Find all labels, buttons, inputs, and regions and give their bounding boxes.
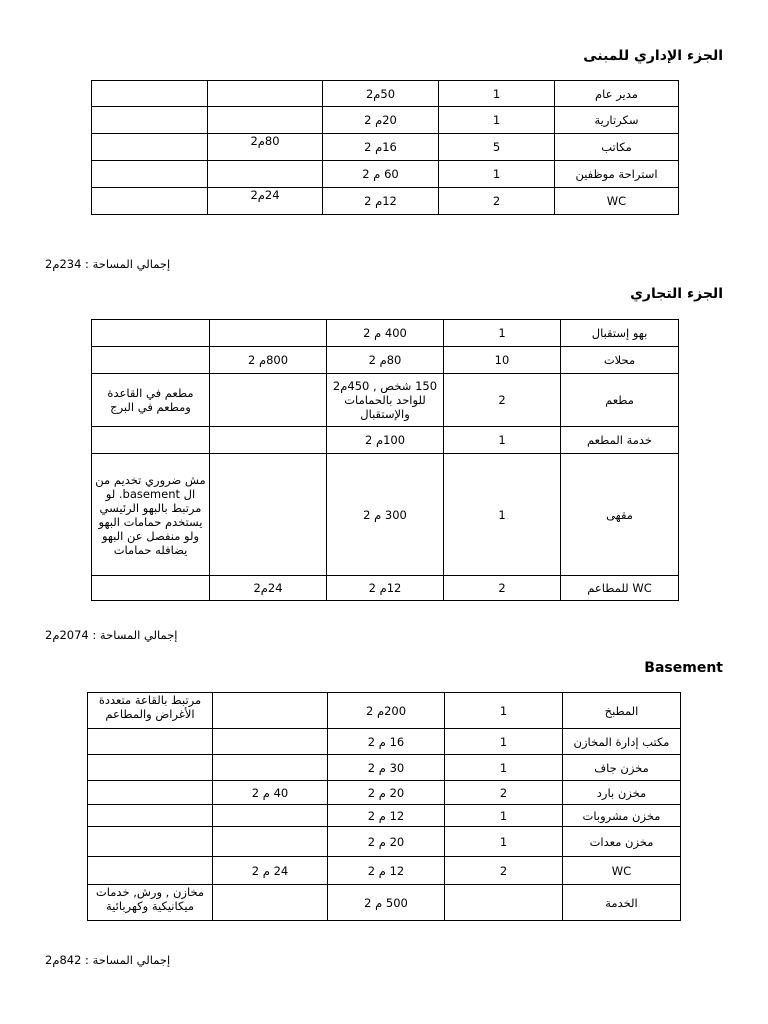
cell-name: محلات	[561, 347, 679, 374]
cell-area: 20م 2	[323, 107, 439, 134]
cell-note	[92, 81, 208, 107]
cell-area: 400 م 2	[327, 320, 444, 347]
cell-count: 1	[444, 320, 561, 347]
cell-total	[213, 805, 328, 827]
cell-note	[92, 576, 210, 601]
cell-total	[213, 827, 328, 857]
cell-name: WC للمطاعم	[561, 576, 679, 601]
cell-note	[92, 161, 208, 188]
cell-total	[210, 427, 327, 454]
admin-table	[91, 80, 679, 215]
cell-count: 10	[444, 347, 561, 374]
admin-total-area: إجمالي المساحة : 234م2	[45, 257, 171, 271]
cell-note	[92, 347, 210, 374]
cell-name: WC	[555, 188, 679, 215]
cell-note: مخازن , ورش, خدمات ميكانيكية وكهربائية	[88, 885, 213, 921]
cell-area: 16م 2	[323, 134, 439, 161]
cell-total	[213, 755, 328, 781]
cell-total	[213, 729, 328, 755]
cell-area: 20 م 2	[328, 827, 445, 857]
cell-count	[445, 885, 563, 921]
cell-area: 500 م 2	[328, 885, 445, 921]
table-row	[88, 857, 681, 885]
table-row	[88, 885, 681, 921]
cell-name: مدير عام	[555, 81, 679, 107]
cell-total	[213, 885, 328, 921]
basement-table	[87, 692, 681, 921]
table-row	[92, 320, 679, 347]
cell-note	[92, 427, 210, 454]
cell-total	[213, 693, 328, 729]
table-row	[88, 805, 681, 827]
cell-count: 1	[445, 755, 563, 781]
cell-area: 80م 2	[327, 347, 444, 374]
cell-note: مطعم في القاعدة ومطعم في البرج	[92, 374, 210, 427]
table-row	[88, 827, 681, 857]
cell-name: مخزن معدات	[563, 827, 681, 857]
cell-name: مخزن جاف	[563, 755, 681, 781]
cell-count: 1	[445, 693, 563, 729]
cell-count: 2	[445, 857, 563, 885]
cell-area: 12م 2	[327, 576, 444, 601]
cell-name: خدمة المطعم	[561, 427, 679, 454]
cell-total	[208, 161, 323, 188]
cell-total: 80م2	[208, 134, 323, 161]
commercial-table	[91, 319, 679, 601]
cell-name: مقهى	[561, 454, 679, 576]
table-row	[92, 347, 679, 374]
table-row	[92, 81, 679, 107]
cell-total	[210, 454, 327, 576]
cell-count: 2	[444, 576, 561, 601]
cell-count: 1	[444, 427, 561, 454]
cell-area: 12م 2	[323, 188, 439, 215]
cell-total: 24م2	[210, 576, 327, 601]
table-row	[88, 693, 681, 729]
table-row	[92, 134, 679, 161]
commercial-total-area: إجمالي المساحة : 2074م2	[45, 628, 178, 642]
cell-area: 200م 2	[328, 693, 445, 729]
cell-count: 2	[444, 374, 561, 427]
cell-area: 60 م 2	[323, 161, 439, 188]
cell-note	[88, 857, 213, 885]
cell-count: 1	[439, 107, 555, 134]
cell-note	[88, 781, 213, 805]
cell-count: 1	[439, 81, 555, 107]
cell-area: 12 م 2	[328, 857, 445, 885]
table-row	[92, 576, 679, 601]
table-row	[92, 427, 679, 454]
cell-count: 1	[445, 827, 563, 857]
cell-count: 1	[445, 805, 563, 827]
cell-name: مخزن بارد	[563, 781, 681, 805]
cell-total	[210, 320, 327, 347]
cell-total	[208, 81, 323, 107]
cell-note	[92, 107, 208, 134]
cell-name: مطعم	[561, 374, 679, 427]
table-row	[92, 161, 679, 188]
cell-area: 16 م 2	[328, 729, 445, 755]
cell-note	[88, 827, 213, 857]
cell-count: 1	[439, 161, 555, 188]
admin-section-title: الجزء الإداري للمبنى	[583, 48, 723, 64]
cell-total: 24م2	[208, 188, 323, 215]
cell-count: 2	[439, 188, 555, 215]
table-row	[88, 729, 681, 755]
cell-name: سكرتارية	[555, 107, 679, 134]
cell-area: 50م2	[323, 81, 439, 107]
cell-total: 40 م 2	[213, 781, 328, 805]
cell-name: استراحة موظفين	[555, 161, 679, 188]
cell-note	[88, 755, 213, 781]
table-row	[92, 107, 679, 134]
cell-name: المطبخ	[563, 693, 681, 729]
cell-note: مرتبط بالقاعة متعددة الأغراض والمطاعم	[88, 693, 213, 729]
commercial-section-title: الجزء التجاري	[630, 286, 723, 302]
cell-count: 1	[445, 729, 563, 755]
cell-area: 12 م 2	[328, 805, 445, 827]
table-row	[92, 374, 679, 427]
basement-total-area: إجمالي المساحة : 842م2	[45, 953, 171, 967]
cell-note	[88, 729, 213, 755]
table-row	[88, 755, 681, 781]
cell-total	[210, 374, 327, 427]
cell-area: 100م 2	[327, 427, 444, 454]
cell-total: 24 م 2	[213, 857, 328, 885]
cell-count: 5	[439, 134, 555, 161]
cell-total	[208, 107, 323, 134]
cell-name: WC	[563, 857, 681, 885]
cell-area: 150 شخص , 450م2 للواحد بالحمامات والإستقبال	[327, 374, 444, 427]
cell-area: 30 م 2	[328, 755, 445, 781]
cell-note	[88, 805, 213, 827]
cell-name: مخزن مشروبات	[563, 805, 681, 827]
cell-note	[92, 320, 210, 347]
cell-name: الخدمة	[563, 885, 681, 921]
table-row	[88, 781, 681, 805]
cell-name: مكتب إدارة المخازن	[563, 729, 681, 755]
cell-count: 2	[445, 781, 563, 805]
cell-count: 1	[444, 454, 561, 576]
table-row	[92, 188, 679, 215]
basement-section-title: Basement	[644, 660, 723, 676]
table-row	[92, 454, 679, 576]
cell-area: 20 م 2	[328, 781, 445, 805]
cell-note	[92, 134, 208, 161]
cell-note: مش ضروري تخديم من ال basement. لو مرتبط بالبهو الرئيسي يستخدم حمامات البهو ولو منفصل عن البهو يضافله حمامات	[92, 454, 210, 576]
cell-area: 300 م 2	[327, 454, 444, 576]
cell-name: مكاتب	[555, 134, 679, 161]
cell-note	[92, 188, 208, 215]
cell-total: 800م 2	[210, 347, 327, 374]
cell-name: بهو إستقبال	[561, 320, 679, 347]
